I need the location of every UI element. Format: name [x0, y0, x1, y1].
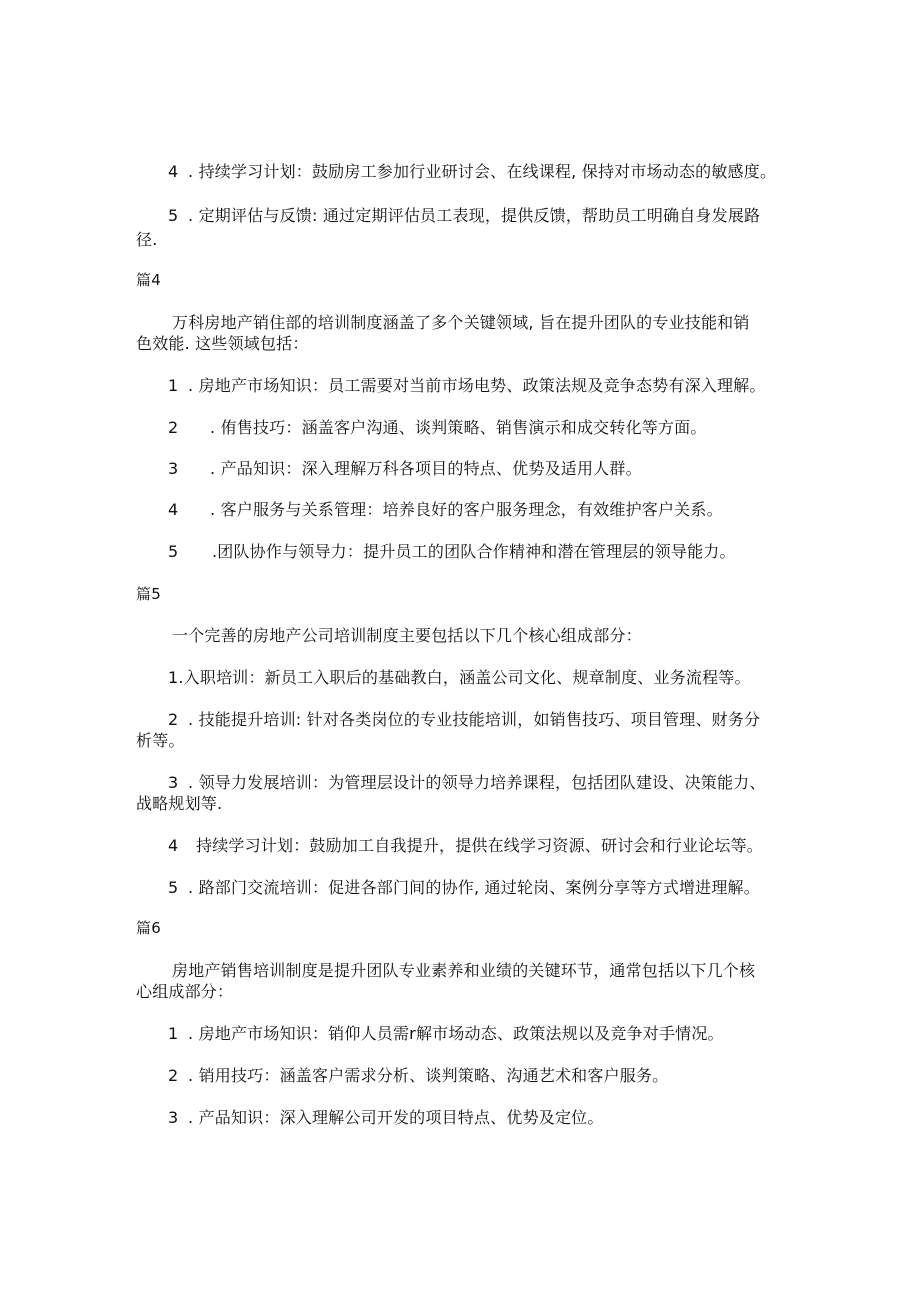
list-item: [168, 836, 763, 856]
list-text: .团队协作与领导力：提升员工的团队合作精神和潜在管理层的领导能力。: [212, 542, 736, 561]
list-item: [168, 376, 766, 396]
paragraph-line: 一个完善的房地产公司培训制度主要包括以下几个核心组成部分：: [172, 626, 642, 645]
list-number: 1: [168, 1024, 179, 1043]
list-text: . 领导力发展培训：为管理层设计的领导力培养课程，包括团队建设、决策能力、: [188, 773, 766, 792]
section-heading: 篇5: [136, 585, 161, 603]
paragraph-line: 径.: [136, 230, 158, 249]
list-text: . 房地产市场知识：销仰人员需r解市场动态、政策法规以及竞争对手情况。: [188, 1024, 724, 1043]
list-number: 5: [168, 878, 179, 897]
section-heading: 篇6: [136, 919, 161, 937]
list-text: . 产品知识：深入理解公司开发的项目特点、优势及定位。: [188, 1108, 604, 1127]
list-text: . 销用技巧：涵盖客户需求分析、谈判策略、沟通艺术和客户服务。: [188, 1066, 669, 1085]
list-text: . 侑售技巧：涵盖客户沟通、谈判策略、销售演示和成交转化等方面。: [210, 418, 707, 437]
list-number: 4: [168, 500, 179, 519]
list-item: [168, 710, 760, 730]
list-number: 2: [168, 418, 179, 437]
paragraph-line: 心组成部分：: [136, 982, 234, 1001]
list-item: [168, 206, 760, 226]
list-number: 4: [168, 836, 179, 855]
list-number: 3: [168, 773, 179, 792]
list-text: . 技能提升培训: 针对各类岗位的专业技能培训，如销售技巧、项目管理、财务分: [188, 710, 761, 729]
list-text: . 房地产市场知识：员工需要对当前市场电势、政策法规及竞争态势有深入理解。: [188, 376, 766, 395]
paragraph-line: 房地产销售培训制度是提升团队专业素养和业绩的关键环节，通常包括以下几个核: [172, 961, 756, 980]
list-number: 2: [168, 710, 179, 729]
list-item: [168, 459, 642, 479]
paragraph-line: 战略规划等.: [136, 794, 223, 813]
list-item: [168, 1066, 668, 1086]
list-item: [168, 1108, 604, 1128]
list-number: 4: [168, 162, 179, 181]
list-text: . 定期评估与反馈: 通过定期评估员工表现，提供反馈，帮助员工明确自身发展路: [188, 206, 761, 225]
list-number: 3: [168, 1108, 179, 1127]
list-item: 1.入职培训：新员工入职后的基础教白，涵盖公司文化、规章制度、业务流程等。: [168, 668, 751, 687]
list-text: 持续学习计划：鼓励加工自我提升，提供在线学习资源、研讨会和行业论坛等。: [196, 836, 764, 855]
paragraph-line: 万科房地产销住部的培训制度涵盖了多个关键领域, 旨在提升团队的专业技能和销: [172, 313, 750, 332]
list-text: . 路部门交流培训：促进各部门间的协作, 通过轮岗、案例分享等方式增进理解。: [188, 878, 760, 897]
list-text: . 产品知识：深入理解万科各项目的特点、优势及适用人群。: [210, 459, 642, 478]
list-number: 2: [168, 1066, 179, 1085]
list-item: [168, 542, 736, 562]
list-text: . 持续学习计划：鼓励房工参加行业研讨会、在线课程, 保持对市场动态的敏感度。: [188, 162, 777, 181]
list-number: 1: [168, 376, 179, 395]
list-text: . 客户服务与关系管理：培养良好的客户服务理念，有效维护客户关系。: [210, 500, 723, 519]
list-item: [168, 418, 707, 438]
list-item: [168, 878, 760, 898]
list-item: [168, 1024, 724, 1044]
list-item: [168, 162, 776, 182]
list-number: 5: [168, 206, 179, 225]
paragraph-line: 色效能. 这些领域包括：: [136, 334, 309, 353]
list-item: [168, 773, 766, 793]
list-number: 3: [168, 459, 179, 478]
section-heading: 篇4: [136, 271, 161, 289]
paragraph-line: 析等。: [136, 731, 185, 750]
list-number: 5: [168, 542, 179, 561]
list-item: [168, 500, 723, 520]
